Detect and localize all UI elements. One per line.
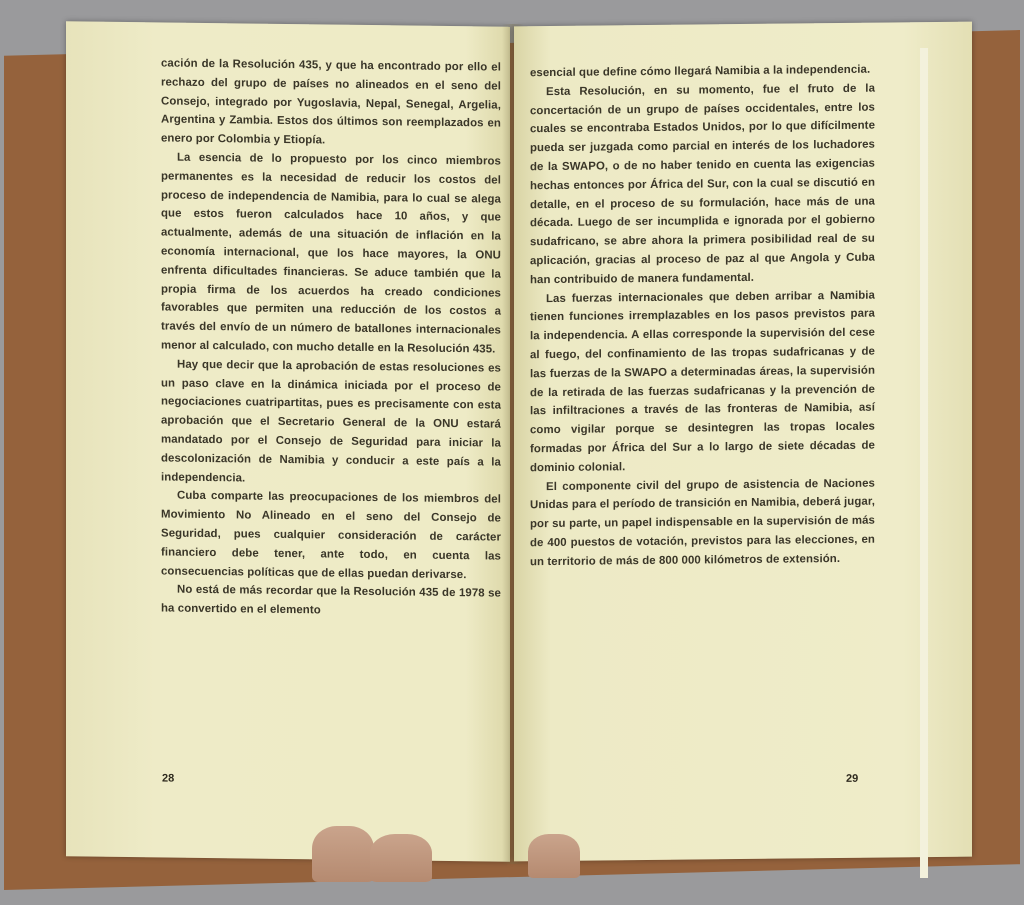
page-edges xyxy=(920,48,928,878)
left-paragraph-1: cación de la Resolución 435, y que ha encontrado por ello el rechazo del grupo de países no alineados en el seno del Consejo, integrado por Yugoslavia, Nepal, Senegal, Argelia, Argentina y Zambia. Estos dos últimos son reemplazados en enero por Colombia y Etiopía. xyxy=(161,57,501,147)
left-thumb xyxy=(312,826,374,882)
left-page xyxy=(66,21,510,861)
left-paragraph-4: Cuba comparte las preocupaciones de los miembros del Movimiento No Alineado en el seno del Consejo de Seguridad, pues cualquier consideración de carácter financiero debe tener, ante todo, en cuenta las consecuencias políticas que de ellas puedan derivarse. xyxy=(161,489,501,581)
right-page xyxy=(514,22,972,862)
right-page-number: 29 xyxy=(846,772,859,785)
right-paragraph-3: Las fuerzas internacionales que deben arribar a Namibia tienen funciones irremplazables en los pasos previstos para la independencia. A ellas corresponde la supervisión del cese al fuego, del confinamiento de las tropas sudafricanas y de las fuerzas de la SWAPO a determinadas áreas, la supervisión de la retirada de las fuerzas sudafricanas y la prevención de las infiltraciones a través de las fronteras de Namibia, así como vigilar porque se desintegren las tropas locales formadas por África del Sur a lo largo de siete décadas de dominio colonial. xyxy=(530,289,875,474)
open-book xyxy=(66,24,976,869)
right-page-text xyxy=(530,61,875,572)
right-thumb xyxy=(528,834,580,878)
left-page-text xyxy=(161,54,501,622)
left-finger xyxy=(370,834,432,882)
left-paragraph-3: Hay que decir que la aprobación de estas resoluciones es un paso clave en la dinámica iniciada por el proceso de negociaciones cuatripartitas, pues es precisamente con esta aprobación que el Secretario General de la ONU estará mandatado por el Consejo de Seguridad para iniciar la descolonización de Namibia y conducir a este país a la independencia. xyxy=(161,358,501,485)
right-paragraph-1: esencial que define cómo llegará Namibia a la independencia. xyxy=(530,63,871,80)
left-paragraph-2: La esencia de lo propuesto por los cinco miembros permanentes es la necesidad de reducir los costos del proceso de independencia de Namibia, para lo cual se alega que estos fueron calculados hace 10 años, y que actualmente, además de una situación de inflación en la economía internacional, que los hace mayores, la ONU enfrenta dificultades financieras. Se aduce también que la propia firma de los acuerdos ha creado condiciones favorables que permiten una reducción de los costos a través del envío de un número de batallones internacionales menor al calculado, con mucho detalle en la Resolución 435. xyxy=(161,151,501,356)
left-page-number: 28 xyxy=(162,772,175,785)
right-paragraph-4: El componente civil del grupo de asistencia de Naciones Unidas para el período de transición en Namibia, deberá jugar, por su parte, un papel indispensable en la supervisión de más de 400 puestos de votación, previstos para las elecciones, en un territorio de más de 800 000 kilómetros de extensión. xyxy=(530,477,875,568)
right-paragraph-2: Esta Resolución, en su momento, fue el fruto de la concertación de un grupo de países occidentales, entre los cuales se encontraba Estados Unidos, por lo que difícilmente pueda ser juzgada como parcial en interés de los luchadores de la SWAPO, o de no haber tenido en cuenta las exigencias hechas entonces por África del Sur, con la cual se discutió en detalle, en el proceso de su formulación, hace más de una década. Luego de ser incumplida e ignorada por el gobierno sudafricano, se abre ahora la primera posibilidad real de su aplicación, gracias al proceso de paz al que Angola y Cuba han contribuido de manera fundamental. xyxy=(530,82,875,286)
left-paragraph-5: No está de más recordar que la Resolución 435 de 1978 se ha convertido en el elemento xyxy=(161,583,501,617)
